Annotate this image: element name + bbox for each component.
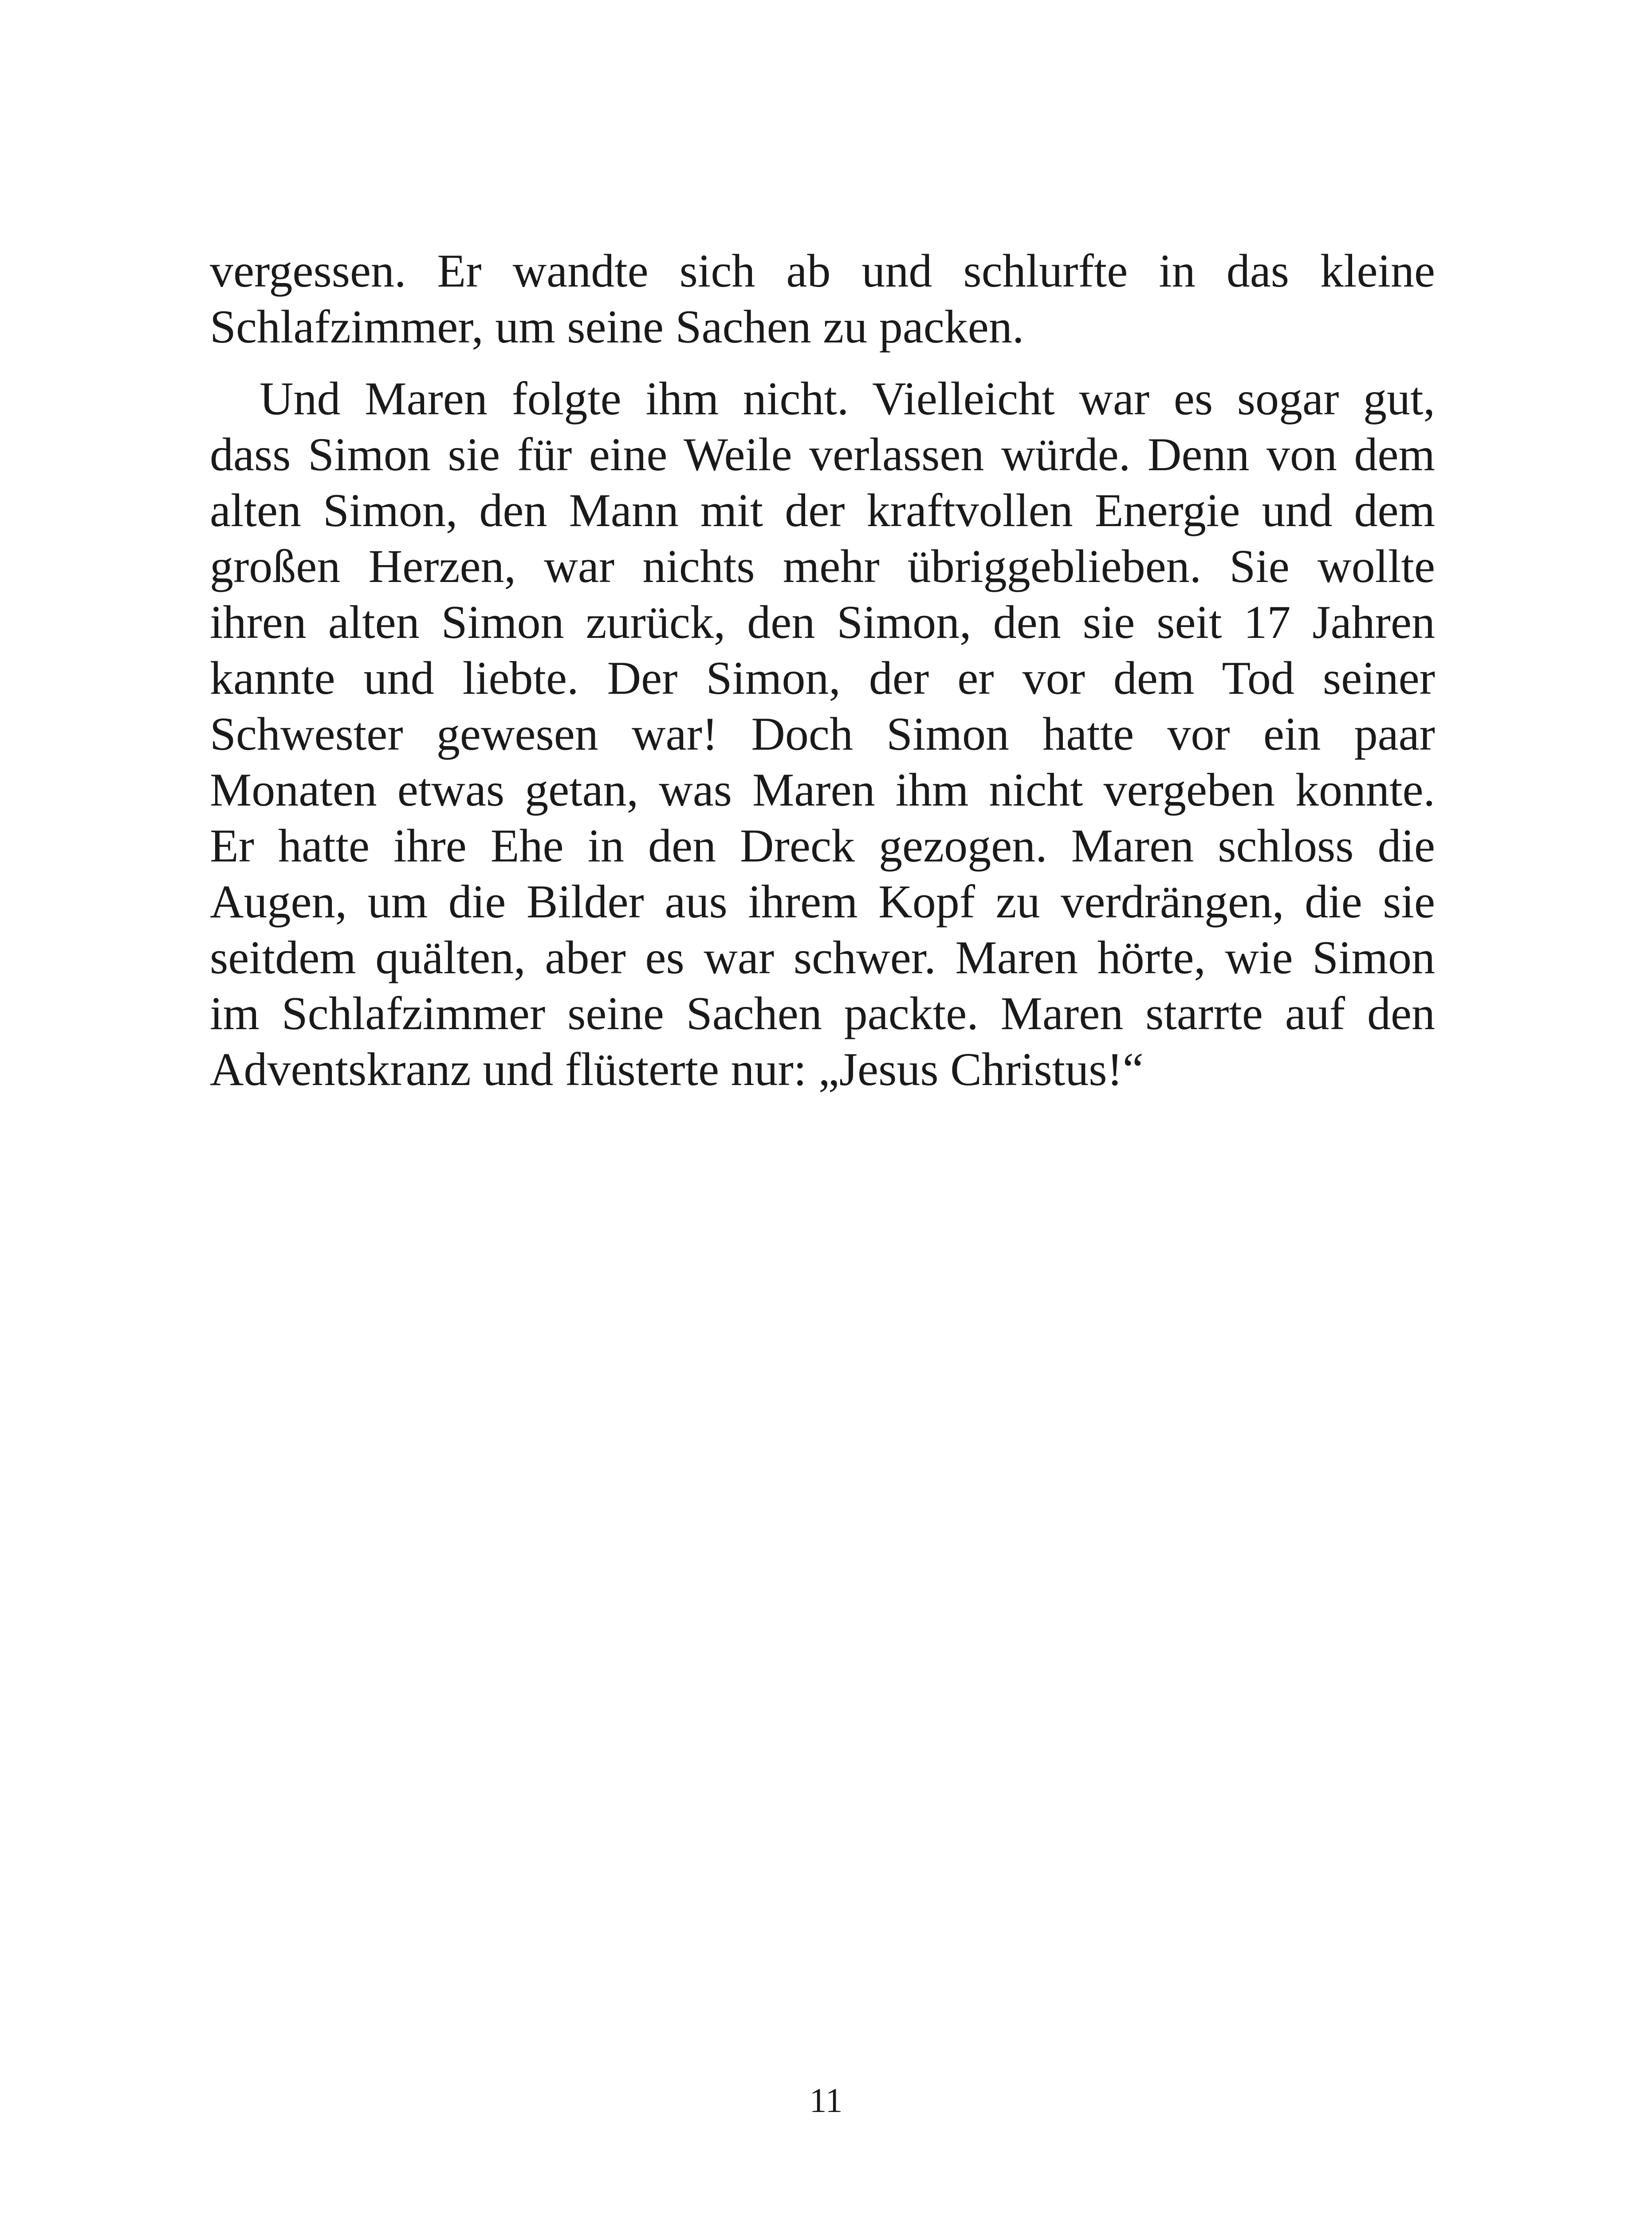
body-text	[210, 243, 1435, 1097]
paragraph-1	[210, 243, 1435, 355]
text-line: Er hatte ihre Ehe in den Dreck gezogen. Maren schloss die	[210, 820, 1435, 872]
paragraph-2	[210, 371, 1435, 1097]
text-line: alten Simon, den Mann mit der kraftvollen Energie und dem	[210, 484, 1435, 536]
text-line: kannte und liebte. Der Simon, der er vor dem Tod seiner	[210, 652, 1435, 704]
text-line: im Schlafzimmer seine Sachen packte. Maren starrte auf den	[210, 987, 1435, 1039]
text-line: Schwester gewesen war! Doch Simon hatte vor ein paar	[210, 708, 1435, 760]
text-line: großen Herzen, war nichts mehr übriggeblieben. Sie wollte	[210, 540, 1435, 592]
text-line: vergessen. Er wandte sich ab und schlurfte in das kleine	[210, 245, 1435, 297]
text-line: Adventskranz und flüsterte nur: „Jesus Christus!“	[210, 1043, 1144, 1095]
text-line: seitdem quälten, aber es war schwer. Maren hörte, wie Simon	[210, 932, 1435, 983]
paragraph-gap	[210, 355, 1435, 371]
text-line: ihren alten Simon zurück, den Simon, den sie seit 17 Jahren	[210, 596, 1435, 648]
text-line: Monaten etwas getan, was Maren ihm nicht vergeben konnte.	[210, 764, 1435, 816]
text-line: Schlafzimmer, um seine Sachen zu packen.	[210, 301, 1024, 353]
text-line: dass Simon sie für eine Weile verlassen würde. Denn von dem	[210, 429, 1435, 480]
text-line: Augen, um die Bilder aus ihrem Kopf zu verdrängen, die sie	[210, 876, 1435, 928]
page-number: 11	[809, 2081, 843, 2120]
text-line: Und Maren folgte ihm nicht. Vielleicht war es sogar gut,	[260, 373, 1435, 425]
